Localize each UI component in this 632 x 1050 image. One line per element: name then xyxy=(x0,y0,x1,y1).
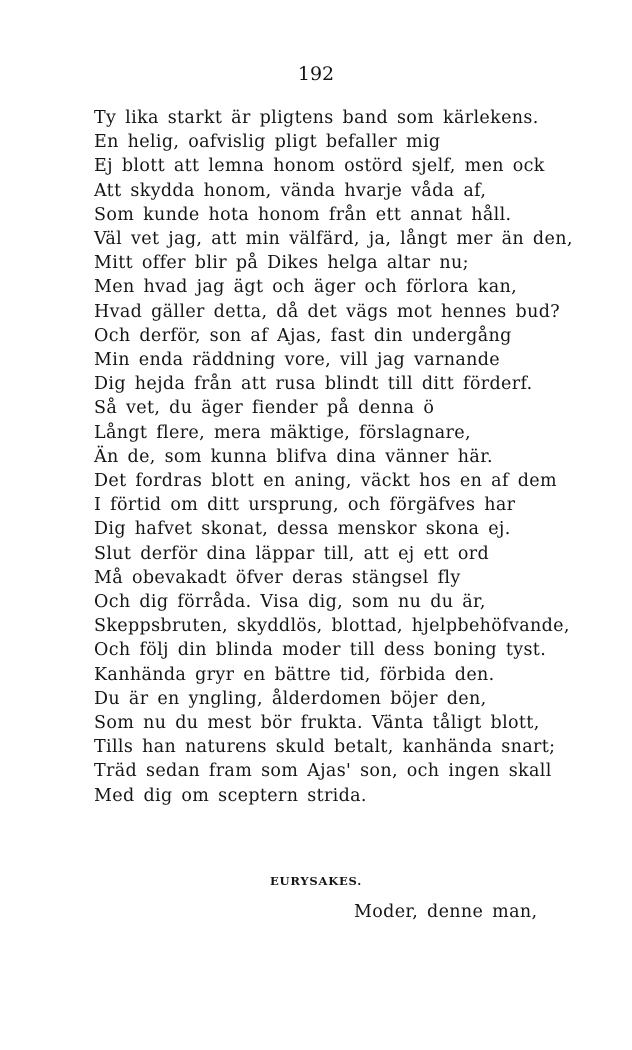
verse-line: Väl vet jag, att min välfärd, ja, långt mer än den, xyxy=(94,229,573,250)
verse-line: Ty lika starkt är pligtens band som kärlekens. xyxy=(94,108,539,128)
verse-line: Må obevakadt öfver deras stängsel fly xyxy=(94,567,461,588)
verse-line: Ej blott att lemna honom ostörd sjelf, men ock xyxy=(94,156,545,177)
verse-line: I förtid om ditt ursprung, och förgäfves har xyxy=(94,495,516,516)
verse-line: Hvad gäller detta, då det vägs mot hennes bud? xyxy=(94,301,561,322)
page-number: 192 xyxy=(297,63,335,85)
verse-line: Kanhända gryr en bättre tid, förbida den. xyxy=(94,664,495,685)
verse-line: Dig hafvet skonat, dessa menskor skona ej. xyxy=(94,519,511,540)
verse-line: Så vet, du äger fiender på denna ö xyxy=(94,398,435,419)
verse-line: Som nu du mest bör frukta. Vänta tåligt blott, xyxy=(94,713,540,734)
verse-line: Mitt offer blir på Dikes helga altar nu; xyxy=(94,253,469,274)
verse-line: Som kunde hota honom från ett annat håll. xyxy=(94,204,512,225)
verse-line: Med dig om sceptern strida. xyxy=(94,785,367,806)
verse-line: Slut derför dina läppar till, att ej ett ord xyxy=(94,543,490,564)
verse-line: Tills han naturens skuld betalt, kanhända snart; xyxy=(94,737,556,758)
speaker-reply: Moder, denne man, xyxy=(354,902,538,922)
verse-line: Men hvad jag ägt och äger och förlora kan, xyxy=(94,277,518,298)
verse-line: Träd sedan fram som Ajas' son, och ingen skall xyxy=(94,761,552,782)
verse-line: Du är en yngling, ålderdomen böjer den, xyxy=(94,688,487,709)
verse-line: Dig hejda från att rusa blindt till ditt förderf. xyxy=(94,374,533,395)
verse-line: Och dig förråda. Visa dig, som nu du är, xyxy=(94,592,486,613)
verse-line: En helig, oafvislig pligt befaller mig xyxy=(94,132,441,153)
speaker-name: EURYSAKES. xyxy=(269,874,363,888)
verse-line: Det fordras blott en aning, väckt hos en af dem xyxy=(94,471,557,492)
verse-line: Skeppsbruten, skyddlös, blottad, hjelpbehöfvande, xyxy=(94,616,570,637)
verse-line: Och derför, son af Ajas, fast din undergång xyxy=(94,325,512,346)
verse-line: Långt flere, mera mäktige, förslagnare, xyxy=(94,422,471,443)
verse-line: Och följ din blinda moder till dess boning tyst. xyxy=(94,640,547,661)
verse-block xyxy=(94,106,614,808)
verse-line: Än de, som kunna blifva dina vänner här. xyxy=(94,446,493,467)
verse-line: Att skydda honom, vända hvarje våda af, xyxy=(94,180,487,201)
verse-line: Min enda räddning vore, vill jag varnande xyxy=(94,350,500,371)
